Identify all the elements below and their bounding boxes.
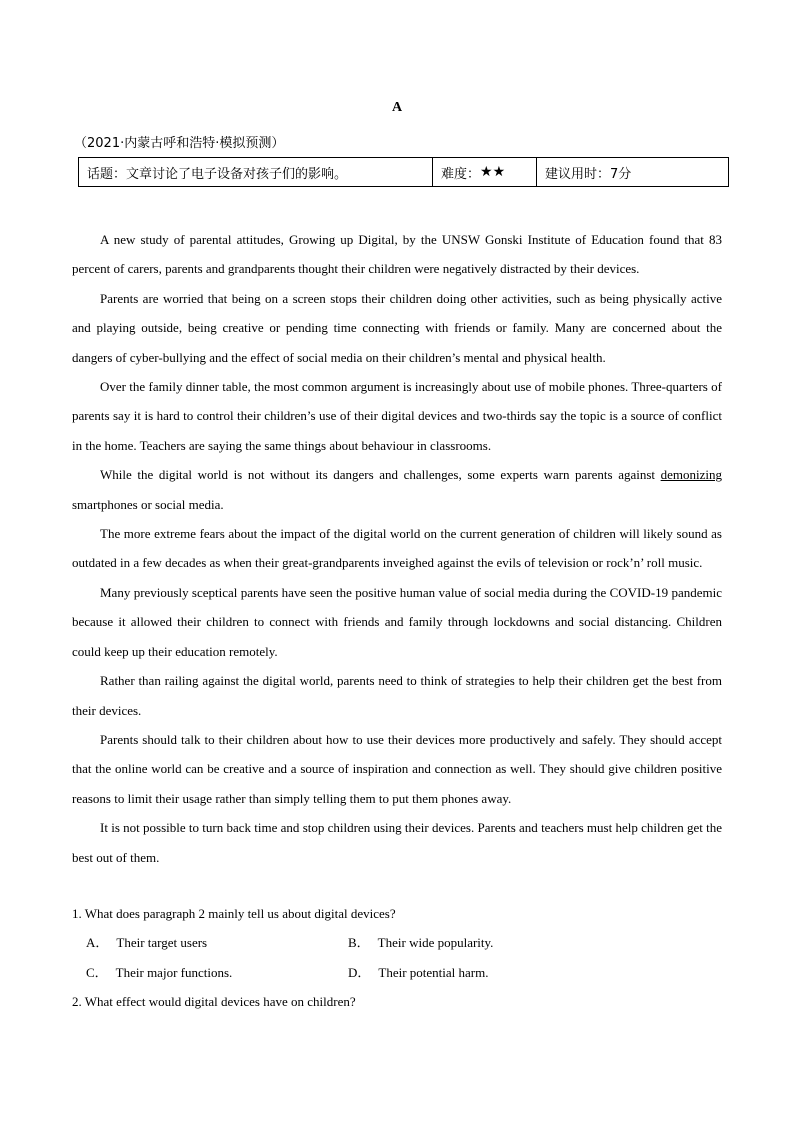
- paragraph: A new study of parental attitudes, Growing up Digital, by the UNSW Gonski Institute of Education found that 83 percent of carers, parents and grandparents thought their children were negatively distracted by their devices.: [72, 232, 722, 277]
- option-b[interactable]: [348, 928, 610, 957]
- paragraph: It is not possible to turn back time and stop children using their devices. Parents and teachers must help children get the best out of them.: [72, 820, 722, 865]
- option-a[interactable]: [86, 928, 348, 957]
- paragraph: Rather than railing against the digital world, parents need to think of strategies to help their children get the best from their devices.: [72, 673, 722, 718]
- paragraph: [72, 460, 722, 519]
- passage-info-table: [78, 157, 729, 187]
- option-d[interactable]: [348, 958, 610, 987]
- option-text: Their major functions.: [115, 964, 233, 980]
- passage-body: [72, 225, 722, 872]
- questions-section: [72, 899, 722, 1017]
- difficulty-label: 难度：: [441, 166, 481, 182]
- option-letter: A．: [86, 935, 109, 951]
- option-letter: D．: [348, 964, 371, 980]
- option-text: Their wide popularity.: [377, 935, 494, 951]
- underlined-word: demonizing: [660, 467, 722, 483]
- paragraph: Parents are worried that being on a screen stops their children doing other activities, such as being physically active and playing outside, being creative or pending time connecting with friends or family. Many are concerned about the dangers of cyber-bullying and the effect of social media on their children’s mental and physical health.: [72, 290, 722, 365]
- question-2: 2. What effect would digital devices have on children?: [72, 994, 356, 1010]
- passage-heading: A: [391, 100, 403, 115]
- question-1: 1. What does paragraph 2 mainly tell us about digital devices?: [72, 906, 396, 921]
- paragraph: Over the family dinner table, the most common argument is increasingly about use of mobile phones. Three-quarters of parents say it is hard to control their children’s use of their digital devices and two-thirds say the topic is a source of conflict in the home. Teachers are saying the same things about behaviour in classrooms.: [72, 379, 722, 453]
- paragraph: The more extreme fears about the impact of the digital world on the current generation of children will likely sound as outdated in a few decades as when their great-grandparents inveighed against the evils of television or rock’n’ roll music.: [72, 526, 722, 571]
- paragraph: Many previously sceptical parents have seen the positive human value of social media during the COVID-19 pandemic because it allowed their children to connect with friends and family through lockdowns and social distancing. Children could keep up their education remotely.: [72, 584, 722, 659]
- paragraph-text-before: While the digital world is not without its dangers and challenges, some experts warn parents against: [100, 467, 661, 483]
- option-c[interactable]: [86, 958, 348, 987]
- option-text: Their potential harm.: [378, 964, 489, 980]
- options-row: [72, 928, 722, 957]
- option-letter: C．: [86, 964, 108, 980]
- options-row: [72, 958, 722, 987]
- option-text: Their target users: [116, 935, 208, 951]
- difficulty-cell: [433, 158, 537, 186]
- topic-cell: 话题：文章讨论了电子设备对孩子们的影响。: [79, 158, 433, 186]
- source-line: （2021·内蒙古呼和浩特·模拟预测）: [74, 136, 285, 151]
- paragraph: Parents should talk to their children about how to use their devices more productively and safely. They should accept that the online world can be creative and a source of inspiration and connection as well. They should give children positive reasons to limit their usage rather than simply telling them to put them phones away.: [72, 731, 722, 806]
- difficulty-stars: ★★: [480, 164, 506, 180]
- paragraph-text-after: smartphones or social media.: [72, 496, 224, 512]
- option-letter: B．: [348, 935, 370, 951]
- time-cell: 建议用时：7分: [545, 166, 632, 182]
